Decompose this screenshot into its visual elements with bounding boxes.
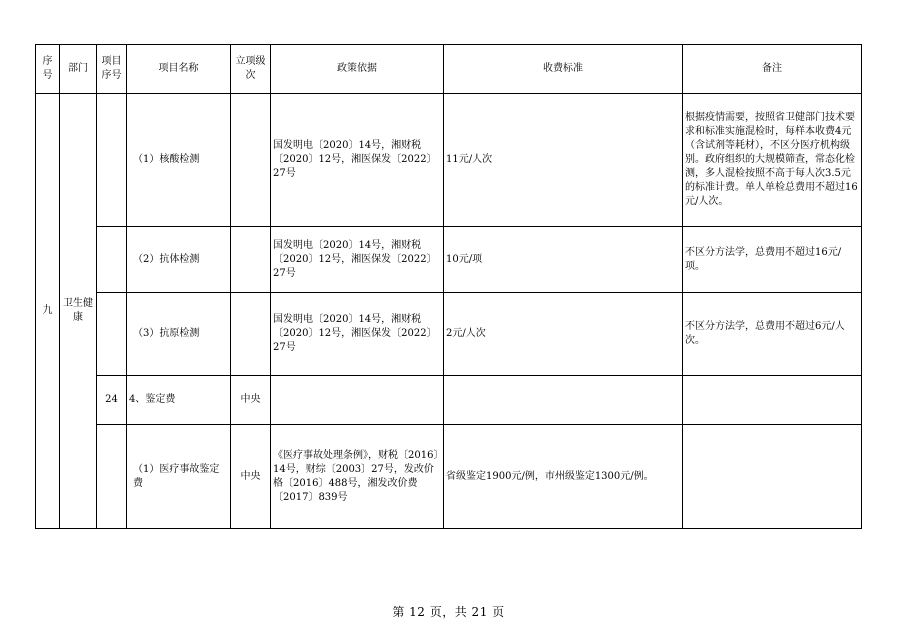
- page-number: 第 12 页，共 21 页: [392, 605, 505, 619]
- row-remark: 根据疫情需要，按照省卫健部门技术要求和标准实施混检时，每样本收费4元（含试剂等耗材），不区分医疗机构级别。政府组织的大规模筛查，常态化检测，多人混检按照不高于每人次3.5元的标准计费。单人单检总费用不超过16元/人次。: [683, 94, 862, 227]
- table-row: [36, 227, 862, 293]
- header-dept: 部门: [60, 45, 97, 94]
- row-level: [231, 94, 271, 227]
- row-item-no: 24: [97, 376, 127, 425]
- group-seq: 九: [36, 94, 60, 529]
- group-dept: 卫生健康: [60, 94, 97, 529]
- row-item-no: [97, 227, 127, 293]
- row-item-name: （3）抗原检测: [127, 293, 231, 376]
- header-policy: 政策依据: [271, 45, 444, 94]
- row-remark: 不区分方法学，总费用不超过16元/项。: [683, 227, 862, 293]
- table-row: [36, 376, 862, 425]
- row-level: [231, 293, 271, 376]
- header-level: 立项级次: [231, 45, 271, 94]
- row-remark: 不区分方法学，总费用不超过6元/人次。: [683, 293, 862, 376]
- row-item-name: （1）医疗事故鉴定费: [127, 425, 231, 529]
- row-standard: 10元/项: [444, 227, 683, 293]
- row-policy: 国发明电〔2020〕14号，湘财税〔2020〕12号，湘医保发〔2022〕27号: [271, 293, 444, 376]
- row-item-no: [97, 94, 127, 227]
- row-policy: 国发明电〔2020〕14号，湘财税〔2020〕12号，湘医保发〔2022〕27号: [271, 94, 444, 227]
- row-policy: 《医疗事故处理条例》，财税〔2016〕14号，财综〔2003〕27号，发改价格〔2016〕488号，湘发改价费〔2017〕839号: [271, 425, 444, 529]
- header-row: [36, 45, 862, 94]
- table-row: [36, 94, 862, 227]
- header-item-no: 项目序号: [97, 45, 127, 94]
- header-seq: 序号: [36, 45, 60, 94]
- row-policy: 国发明电〔2020〕14号，湘财税〔2020〕12号，湘医保发〔2022〕27号: [271, 227, 444, 293]
- fee-table: [35, 44, 862, 529]
- header-remark: 备注: [683, 45, 862, 94]
- row-remark: [683, 376, 862, 425]
- row-remark: [683, 425, 862, 529]
- row-item-no: [97, 425, 127, 529]
- row-item-name: （2）抗体检测: [127, 227, 231, 293]
- row-level: [231, 227, 271, 293]
- row-standard: 11元/人次: [444, 94, 683, 227]
- row-level: 中央: [231, 376, 271, 425]
- row-standard: [444, 376, 683, 425]
- row-item-no: [97, 293, 127, 376]
- row-item-name: （1）核酸检测: [127, 94, 231, 227]
- row-standard: 省级鉴定1900元/例，市州级鉴定1300元/例。: [444, 425, 683, 529]
- row-standard: 2元/人次: [444, 293, 683, 376]
- table-row: [36, 425, 862, 529]
- table-row: [36, 293, 862, 376]
- row-item-name: 4、鉴定费: [127, 376, 231, 425]
- row-level: 中央: [231, 425, 271, 529]
- header-standard: 收费标准: [444, 45, 683, 94]
- header-item-name: 项目名称: [127, 45, 231, 94]
- row-policy: [271, 376, 444, 425]
